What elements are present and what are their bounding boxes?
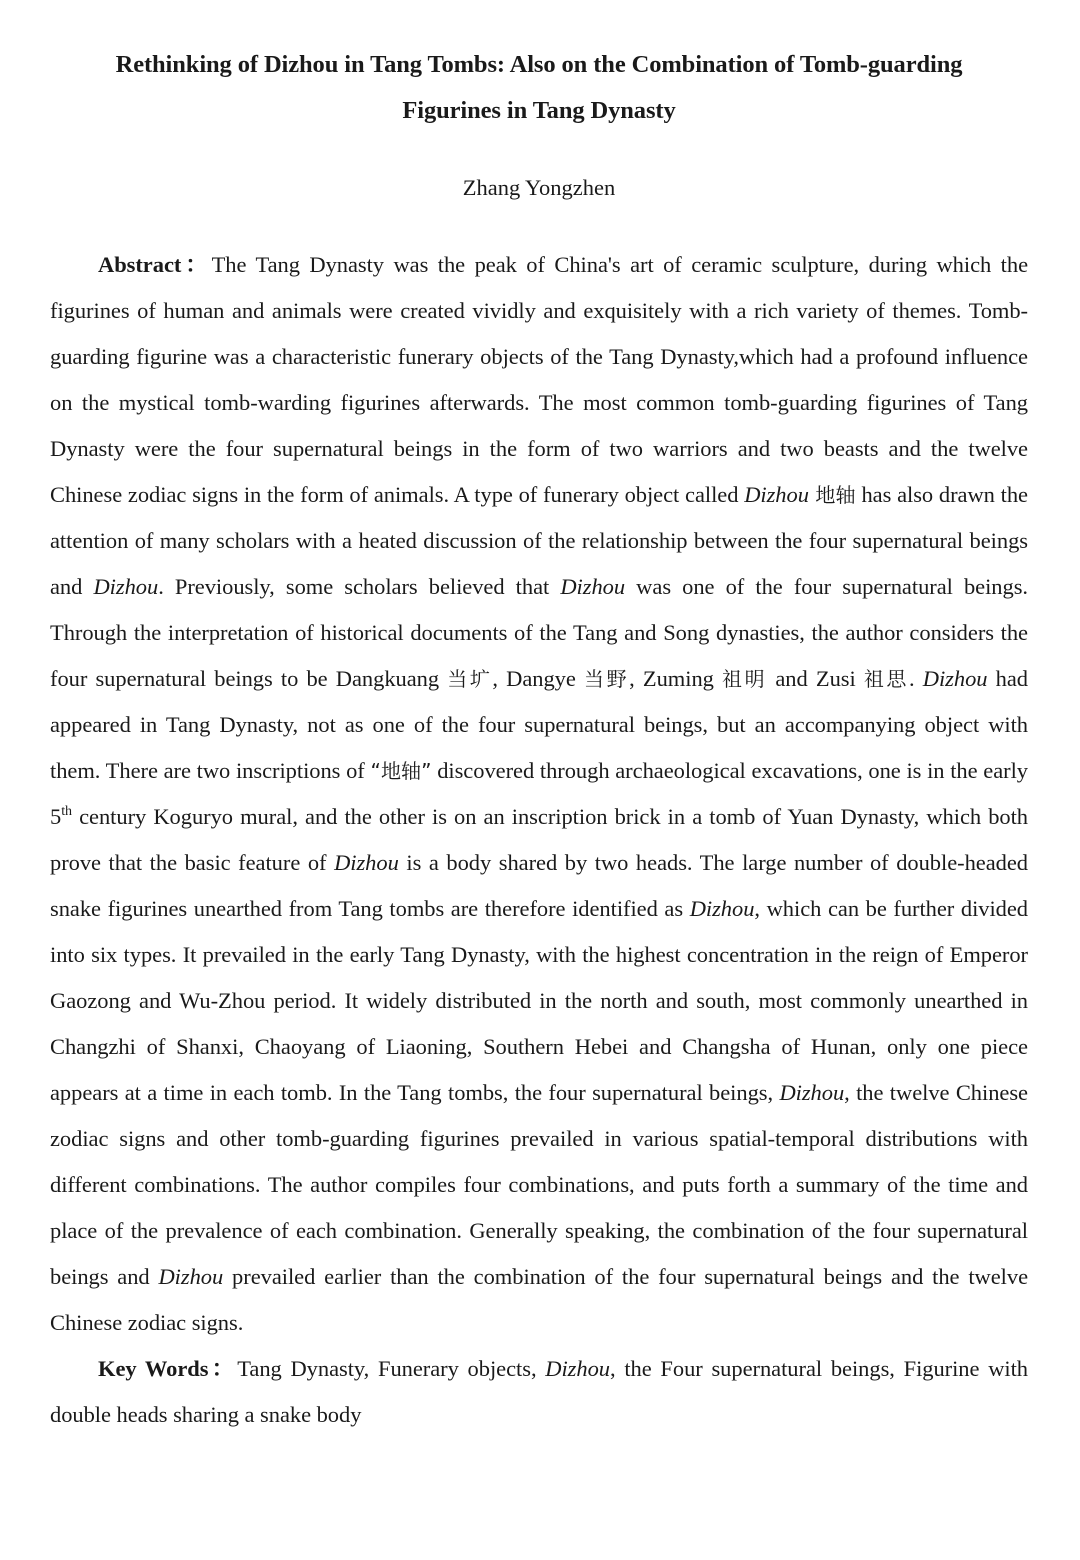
title-line-2: Figurines in Tang Dynasty [402, 97, 676, 124]
term-dizhou: Dizhou [689, 896, 755, 921]
term-dizhou: Dizhou [922, 666, 988, 691]
author-name: Zhang Yongzhen [462, 175, 616, 200]
title-line-1: Rethinking of Dizhou in Tang Tombs: Also on the Combination of Tomb-guarding [115, 51, 963, 78]
abstract-paragraph: Abstract：The Tang Dynasty was the peak of China's art of ceramic sculpture, during which the figurines of human and animals were created vividly and exquisitely with a rich variety of themes. Tomb-guarding figurine was a characteristic funerary objects of the Tang Dynasty,which had a profound influence on the mystical tomb-warding figurines afterwards. The most common tomb-guarding figurines of Tang Dynasty were the four supernatural beings in the form of two warriors and two beasts and the twelve Chinese zodiac signs in the form of animals. A type of funerary object called Dizhou 地轴 has also drawn the attention of many scholars with a heated discussion of the relationship between the four supernatural beings and Dizhou. Previously, some scholars believed that Dizhou was one of the four supernatural beings. Through the interpretation of historical documents of the Tang and Song dynasties, the author considers the four supernatural beings to be Dangkuang 当圹, Dangye 当野, Zuming 祖明 and Zusi 祖思. Dizhou had appeared in Tang Dynasty, not as one of the four supernatural beings, but an accompanying object with them. There are two inscriptions of “地轴” discovered through archaeological excavations, one is in the early 5th century Koguryo mural, and the other is on an inscription brick in a tomb of Yuan Dynasty, which both prove that the basic feature of Dizhou is a body shared by two heads. The large number of double-headed snake figurines unearthed from Tang tombs are therefore identified as Dizhou, which can be further divided into six types. It prevailed in the early Tang Dynasty, with the highest concentration in the reign of Emperor Gaozong and Wu-Zhou period. It widely distributed in the north and south, most commonly unearthed in Changzhi of Shanxi, Chaoyang of Liaoning, Southern Hebei and Changsha of Hunan, only one piece appears at a time in each tomb. In the Tang tombs, the four supernatural beings, Dizhou, the twelve Chinese zodiac signs and other tomb-guarding figurines prevailed in various spatial-temporal distributions with different combinations. The author compiles four combinations, and puts forth a summary of the time and place of the prevalence of each combination. Generally speaking, the combination of the four supernatural beings and Dizhou prevailed earlier than the combination of the four supernatural beings and the twelve Chinese zodiac signs. [50, 252, 1029, 1335]
term-dizhou: Dizhou [779, 1080, 845, 1105]
term-dizhou: Dizhou [334, 850, 399, 875]
keywords-label: Key Words： [98, 1356, 238, 1381]
keywords-paragraph: Key Words：Tang Dynasty, Funerary objects, Dizhou, the Four supernatural beings, Figurine with double heads sharing a snake body [50, 1356, 1028, 1427]
paper-title [50, 0, 1028, 134]
abstract-label: Abstract： [98, 252, 212, 277]
term-dizhou: Dizhou [158, 1264, 224, 1289]
term-dizhou: Dizhou [545, 1356, 610, 1381]
term-dizhou: Dizhou [744, 482, 809, 507]
term-dizhou: Dizhou [93, 574, 159, 599]
paper-page [50, 0, 1028, 1438]
term-dizhou: Dizhou [560, 574, 626, 599]
